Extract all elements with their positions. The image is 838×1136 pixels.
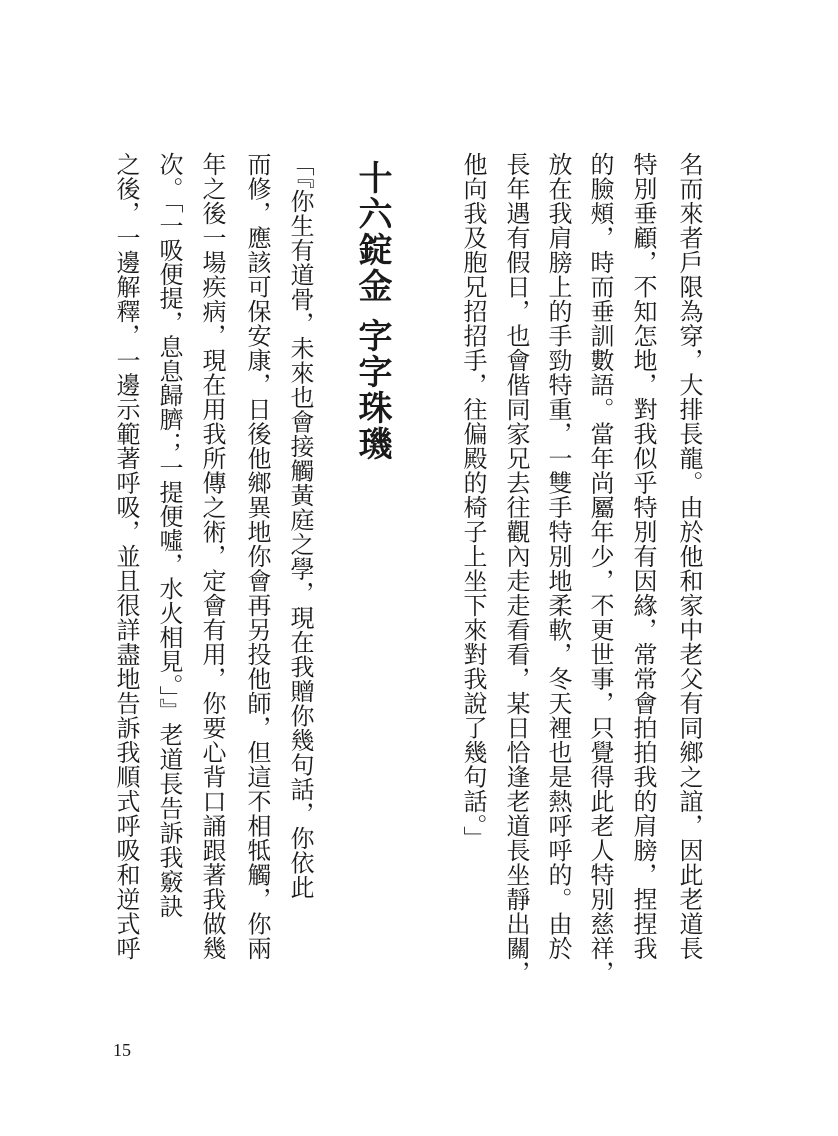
text-column: 他向我及胞兄招招手，往偏殿的椅子上坐下來對我說了幾句話。」 (459, 152, 487, 851)
quote-column: 年之後一場疾病，現在用我所傳之術，定會有用，你要心背口誦跟著我做幾 (198, 152, 226, 961)
incantation-text: 一吸便提，息息歸臍；一提便噓，水火相見。 (155, 213, 183, 686)
text-column: 名而來者戶限為穿，大排長龍。由於他和家中老父有同鄉之誼，因此老道長 (675, 152, 703, 961)
quote-column: 「『你生有道骨，未來也會接觸黃庭之學，現在我贈你幾句話，你依此 (286, 152, 314, 900)
text-column: 放在我肩膀上的手勁特重，一雙手特別地柔軟，冬天裡也是熱呼呼的。由於 (544, 152, 572, 961)
mixed-column (156, 152, 182, 919)
text-segment: 」』老道長告訴我竅訣 (155, 685, 183, 919)
section-heading: 十六錠金 字字珠璣 (352, 160, 392, 462)
text-column: 的臉頰，時而垂訓數語。當年尚屬年少，不更世事，只覺得此老人特別慈祥， (586, 152, 614, 985)
text-column: 長年遇有假日，也會偕同家兄去往觀內走走看看，某日恰逢老道長坐靜出關， (502, 152, 530, 985)
text-column: 之後，一邊解釋，一邊示範著呼吸，並且很詳盡地告訴我順式呼吸和逆式呼 (112, 152, 140, 961)
quote-column: 而修，應該可保安康，日後他鄉異地你會再另投他師，但這不相牴觸，你兩 (243, 152, 271, 961)
text-column: 特別垂顧，不知怎地，對我似乎特別有因緣，常常會拍拍我的肩膀，捏捏我 (629, 152, 657, 961)
text-segment: 次。「 (155, 152, 183, 214)
page-number: 15 (113, 1040, 131, 1060)
